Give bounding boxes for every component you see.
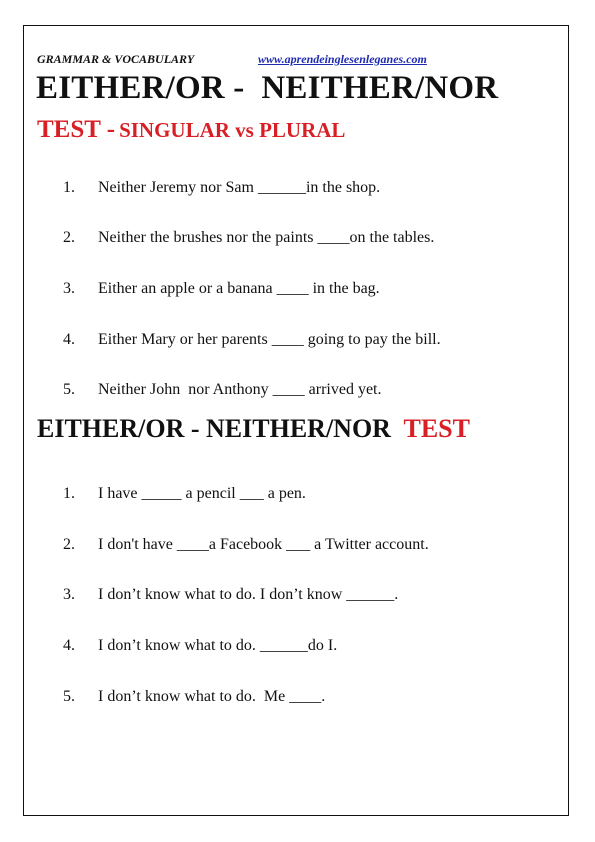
section-2-test-label: TEST — [403, 414, 470, 443]
item-number: 4. — [63, 331, 75, 348]
item-text: I don’t know what to do. Me ____. — [98, 688, 326, 705]
exercise-1-item — [55, 211, 434, 247]
website-link[interactable]: www.aprendeinglesenleganes.com — [258, 52, 427, 66]
item-text: I don’t know what to do. ______do I. — [98, 637, 338, 654]
item-number: 2. — [63, 229, 75, 246]
item-number: 2. — [63, 536, 75, 553]
exercise-1-item — [55, 161, 380, 197]
exercise-2-item — [55, 568, 398, 604]
exercise-2-item — [55, 467, 306, 503]
section-2-title — [37, 414, 470, 444]
exercise-2-item — [55, 670, 325, 706]
item-text: Either Mary or her parents ____ going to pay the bill. — [98, 331, 441, 348]
item-number: 4. — [63, 637, 75, 654]
item-number: 1. — [63, 179, 75, 196]
section-2-heading: EITHER/OR - NEITHER/NOR — [37, 414, 391, 443]
item-text: Neither the brushes nor the paints ____on the tables. — [98, 229, 435, 246]
item-text: Neither Jeremy nor Sam ______in the shop. — [98, 179, 381, 196]
exercise-1-item — [55, 363, 382, 399]
page-title: EITHER/OR - NEITHER/NOR — [36, 70, 499, 106]
item-text: I have _____ a pencil ___ a pen. — [98, 485, 306, 502]
test-label: TEST - — [37, 116, 116, 143]
exercise-1-item — [55, 313, 441, 349]
item-text: Neither John nor Anthony ____ arrived yet. — [98, 381, 382, 398]
item-text: Either an apple or a banana ____ in the bag. — [98, 280, 380, 297]
test-subtitle — [37, 116, 345, 144]
exercise-2-item — [55, 518, 429, 554]
category-label: GRAMMAR & VOCABULARY — [37, 52, 195, 66]
item-text: I don't have ____a Facebook ___ a Twitter account. — [98, 536, 429, 553]
item-number: 3. — [63, 586, 75, 603]
item-number: 5. — [63, 688, 75, 705]
exercise-1-item — [55, 262, 380, 298]
exercise-2-item — [55, 619, 337, 655]
topic-label: SINGULAR vs PLURAL — [119, 118, 346, 142]
item-number: 5. — [63, 381, 75, 398]
item-number: 3. — [63, 280, 75, 297]
item-text: I don’t know what to do. I don’t know ______. — [98, 586, 399, 603]
item-number: 1. — [63, 485, 75, 502]
